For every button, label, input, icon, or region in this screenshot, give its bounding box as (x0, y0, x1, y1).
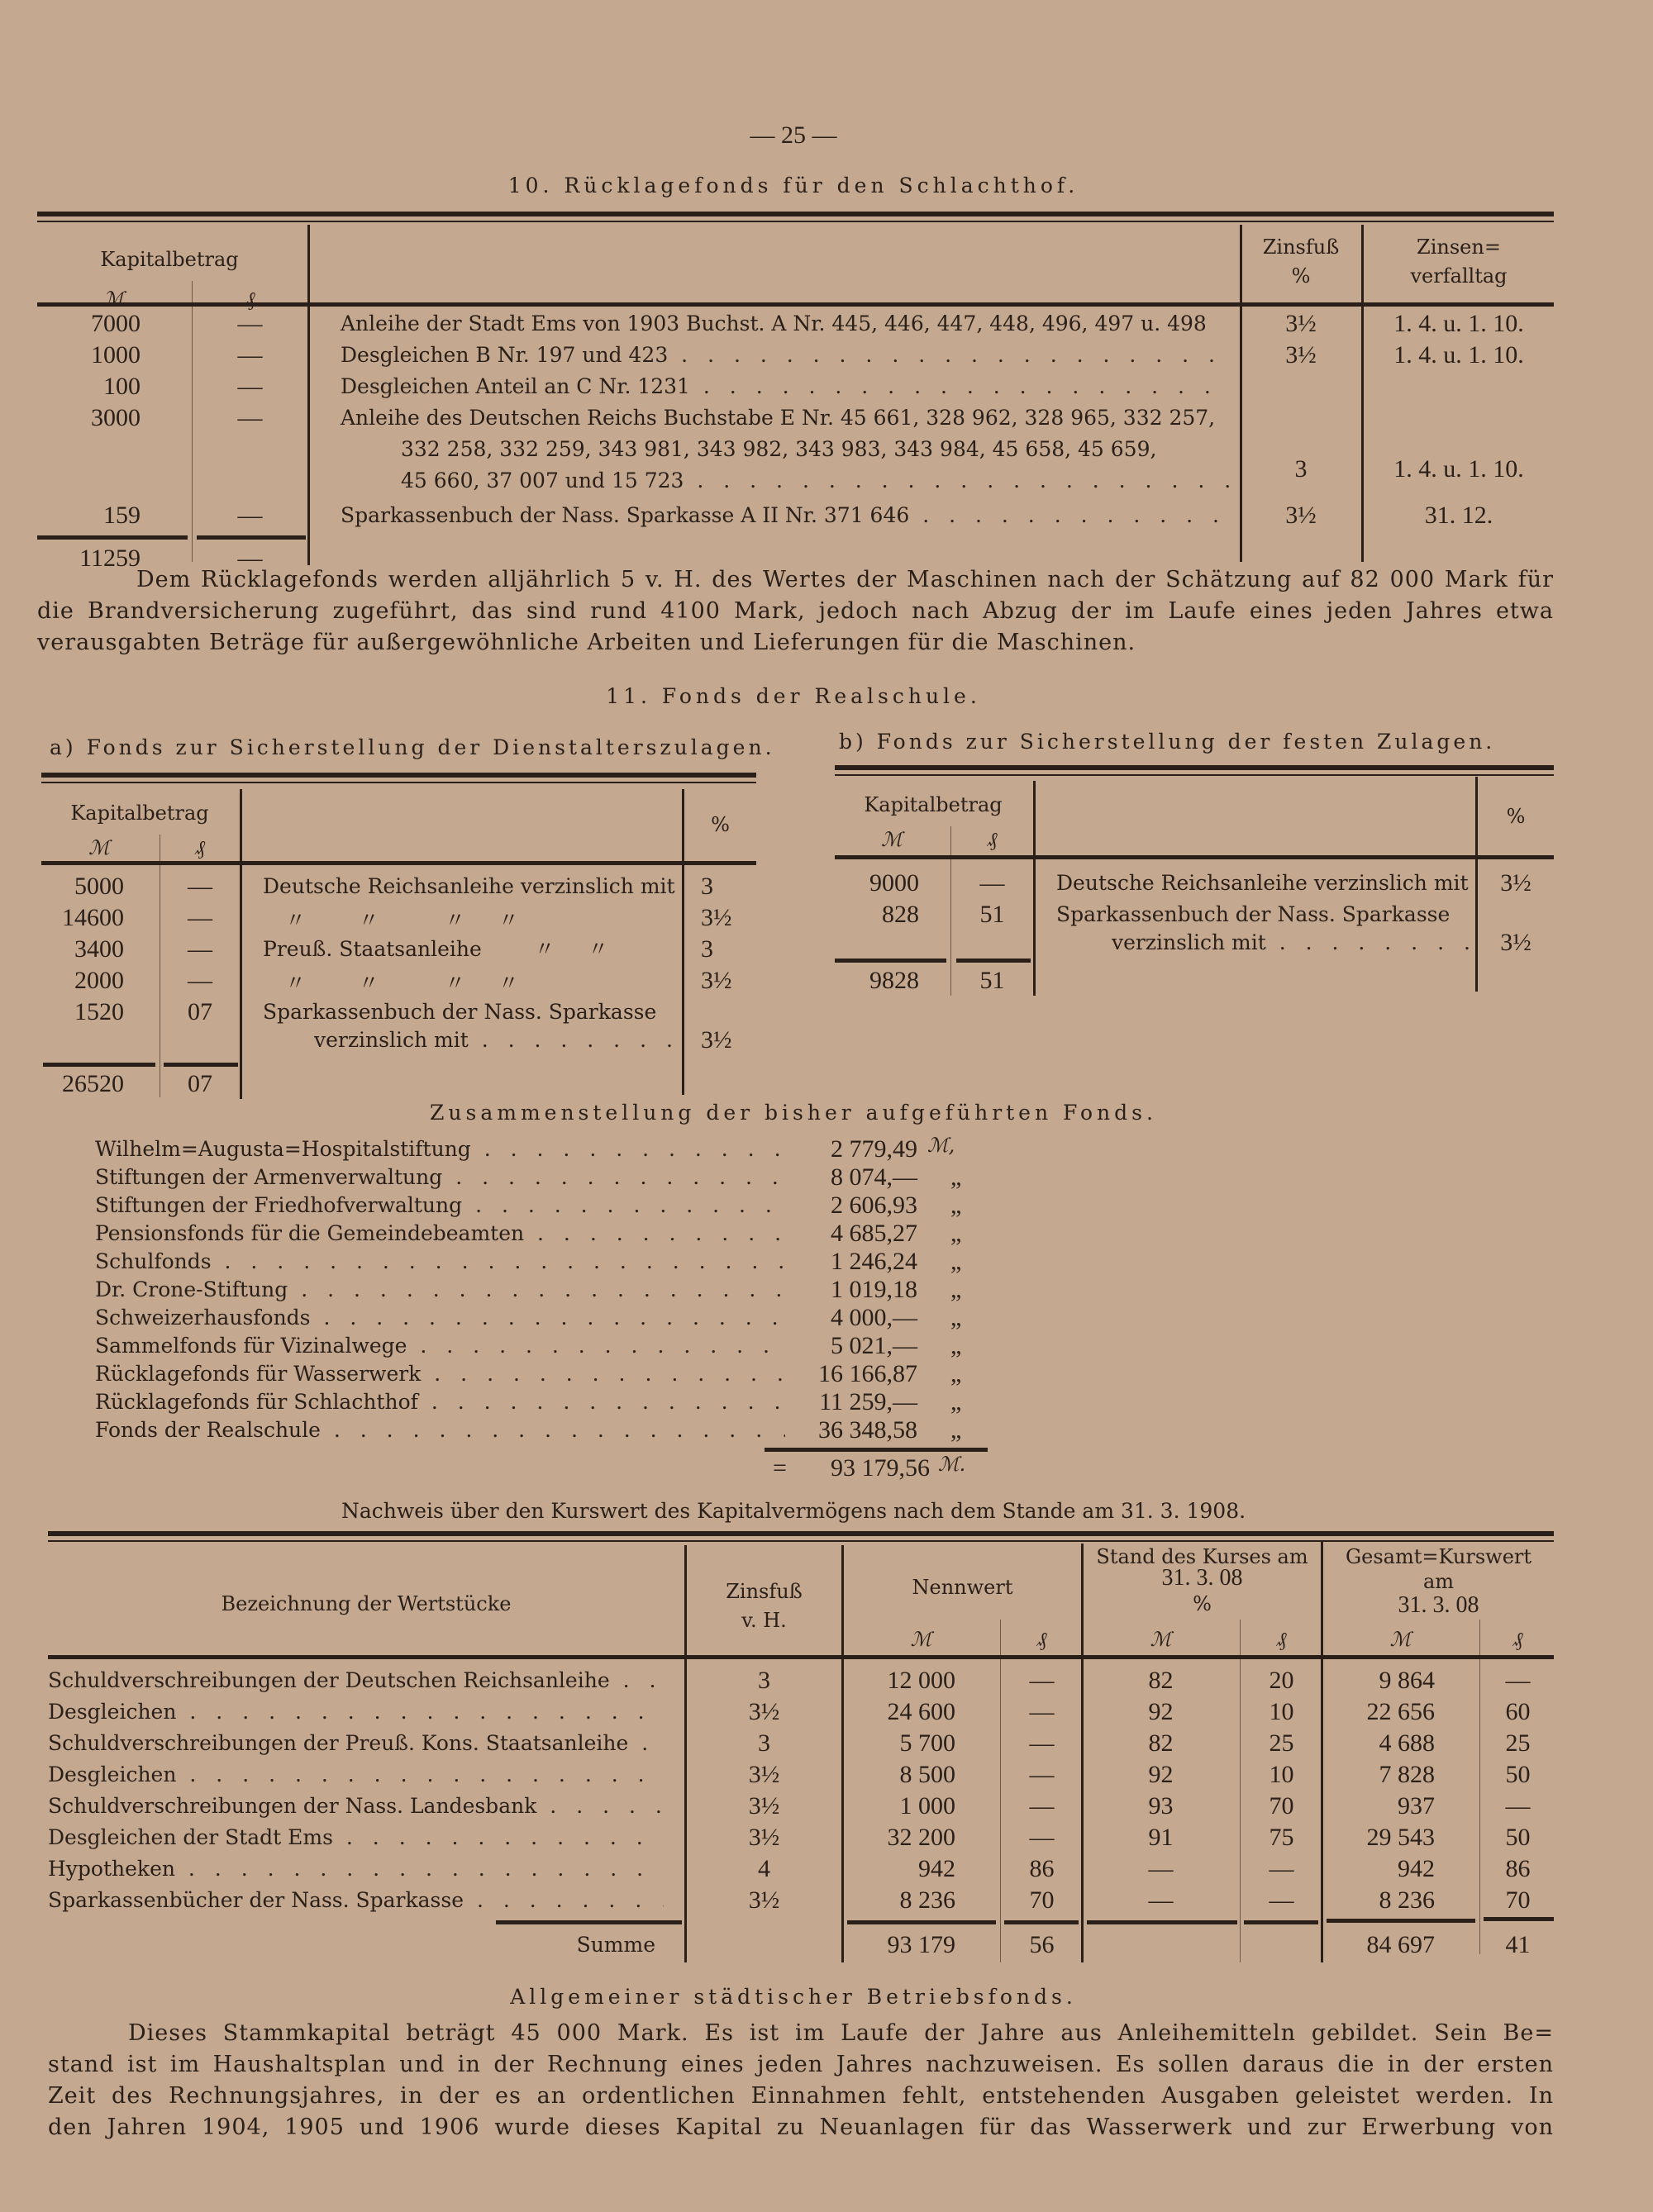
cell-bezeichnung: Schuldverschreibungen der Deutschen Reichsanleihe . . . (48, 1665, 664, 1696)
summary-label: Dr. Crone-Stiftung . . . (95, 1274, 785, 1306)
cell-nennwert-mark: 5 700 (899, 1729, 955, 1757)
nachweis-title: Nachweis über den Kurswert des Kapitalvermögens nach dem Stande am 31. 3. 1908. (341, 1499, 1246, 1523)
total-rule (43, 1063, 155, 1067)
cell-pfennig: 51 (979, 901, 1005, 928)
header-mark: ℳ (1150, 1628, 1172, 1651)
cell-zinsfuss: 3½ (1285, 341, 1317, 369)
cell-mark: 1000 (91, 341, 141, 369)
cell-verfalltag: 31. 12. (1424, 502, 1493, 529)
cell-zinsfuss: 3 (758, 1729, 770, 1757)
summary-label: Stiftungen der Armenverwaltung . . . (95, 1162, 785, 1193)
header-mark: ℳ (910, 1628, 932, 1651)
header-kapitalbetrag: Kapitalbetrag (864, 793, 1003, 816)
summary-unit: „ (950, 1304, 962, 1331)
cell-zinsfuss: 4 (758, 1855, 770, 1882)
total-rule (835, 959, 946, 963)
summary-unit: „ (950, 1276, 962, 1303)
cell-bezeichnung: Desgleichen der Stadt Ems . . . (48, 1822, 664, 1853)
total-rule (847, 1920, 996, 1924)
cell-kurs-pfennig: 10 (1269, 1761, 1294, 1788)
summary-value: 2 779,49 (831, 1135, 917, 1163)
header-pfennig: ₰ (245, 288, 255, 311)
summary-label: Schweizerhausfonds . . . (95, 1302, 785, 1334)
cell-description: Sparkassenbuch der Nass. Sparkasse (1056, 902, 1451, 926)
cell-nennwert-pfennig: — (1029, 1698, 1055, 1725)
cell-kurs-pfennig: — (1269, 1855, 1294, 1882)
summary-total-rule (765, 1448, 988, 1452)
cell-bezeichnung: Sparkassenbücher der Nass. Sparkasse . . . (48, 1885, 664, 1916)
cell-nennwert-mark: 12 000 (887, 1667, 955, 1694)
ditto-marks: 〃 〃 〃 〃 (285, 971, 519, 995)
cell-description: Preuß. Staatsanleihe 〃 〃 (263, 937, 609, 961)
cell-percent: 3½ (1500, 929, 1532, 956)
cell-kurs-pfennig: 10 (1269, 1698, 1294, 1725)
cell-zinsfuss: 3½ (748, 1761, 780, 1788)
column-rule (192, 281, 193, 562)
header-gesamt-date: 31. 3. 08 (1398, 1592, 1479, 1618)
summary-value: 4 000,— (831, 1304, 917, 1331)
cell-description-cont: verzinslich mit . . . (1112, 927, 1471, 959)
summary-label: Fonds der Realschule . . . (95, 1415, 785, 1446)
header-pfennig: ₰ (195, 836, 205, 859)
cell-nennwert-mark: 24 600 (887, 1698, 955, 1725)
summary-label: Rücklagefonds für Wasserwerk . . . (95, 1358, 785, 1390)
cell-verfalltag: 1. 4. u. 1. 10. (1393, 455, 1524, 483)
total-rule (197, 535, 306, 540)
summary-unit: „ (950, 1360, 962, 1387)
section-10-paragraph: Dem Rücklagefonds werden alljährlich 5 v. H. des Wertes der Maschinen nach der Schätzung auf 82 000 Mark für die Brandversicherung zugeführt, das sind rund 4100 Mark, jedoch nach Abzug der im Laufe eines jeden Jahres etwa verausgabten Beträge für außergewöhnliche Arbeiten und Lieferungen für die Maschinen. (37, 567, 1554, 655)
header-percent: % (1506, 805, 1526, 828)
total-rule (1327, 1919, 1475, 1923)
ditto-marks: 〃 〃 〃 〃 (285, 908, 519, 932)
cell-kurswert-pfennig: 60 (1505, 1698, 1531, 1725)
summary-label: Schulfonds . . . (95, 1246, 785, 1277)
column-rule (950, 826, 951, 996)
summary-unit: „ (950, 1163, 962, 1191)
header-stand: Stand des Kurses am (1096, 1545, 1308, 1568)
cell-kurswert-mark: 22 656 (1366, 1698, 1435, 1725)
cell-description-cont: 45 660, 37 007 und 15 723 . . . (401, 465, 1229, 497)
cell-kurs-pfennig: 70 (1269, 1792, 1294, 1820)
summary-unit: „ (950, 1192, 962, 1219)
total-nennwert-pfennig: 56 (1029, 1931, 1055, 1958)
cell-kurs-pfennig: — (1269, 1886, 1294, 1914)
header-rule (835, 855, 1554, 859)
cell-nennwert-pfennig: 86 (1029, 1855, 1055, 1882)
header-kapitalbetrag: Kapitalbetrag (70, 802, 209, 825)
cell-kurswert-pfennig: 50 (1505, 1761, 1531, 1788)
table-top-rule (48, 1531, 1554, 1542)
summary-value: 1 019,18 (831, 1276, 917, 1303)
header-percent: % (1291, 264, 1311, 288)
header-verfalltag-1: Zinsen= (1417, 235, 1501, 259)
total-rule (1004, 1920, 1079, 1924)
section-11-title: 11. Fonds der Realschule. (606, 684, 981, 708)
header-pfennig: ₰ (1276, 1628, 1287, 1651)
header-gesamt-am: am (1422, 1570, 1455, 1593)
summary-value: 2 606,93 (831, 1192, 917, 1219)
cell-description: Anleihe des Deutschen Reichs Buchstabe E Nr. 45 661, 328 962, 328 965, 332 257, (341, 406, 1216, 430)
cell-mark: 3000 (91, 404, 141, 431)
summary-label: Rücklagefonds für Schlachthof . . . (95, 1387, 785, 1418)
header-stand-date: 31. 3. 08 (1161, 1565, 1243, 1591)
cell-description: Anleihe der Stadt Ems von 1903 Buchst. A Nr. 445, 446, 447, 448, 496, 497 u. 498 (341, 312, 1207, 335)
cell-pfennig: — (237, 341, 263, 369)
cell-percent: 3 (701, 873, 713, 900)
total-kurswert-pfennig: 41 (1505, 1931, 1531, 1958)
cell-bezeichnung: Hypotheken . . . (48, 1853, 664, 1885)
cell-pfennig: — (237, 404, 263, 431)
summary-unit: „ (950, 1248, 962, 1275)
cell-mark: 828 (882, 901, 919, 928)
cell-nennwert-mark: 942 (918, 1855, 955, 1882)
cell-nennwert-pfennig: — (1029, 1792, 1055, 1820)
cell-kurs-mark: 92 (1148, 1761, 1174, 1788)
summary-unit: „ (950, 1416, 962, 1444)
cell-pfennig: — (237, 373, 263, 400)
header-rule (48, 1655, 1554, 1659)
cell-mark: 100 (103, 373, 141, 400)
cell-description: Desgleichen Anteil an C Nr. 1231 . . . (341, 371, 1229, 402)
table-top-rule (835, 765, 1554, 776)
cell-nennwert-pfennig: — (1029, 1824, 1055, 1851)
cell-zinsfuss: 3 (758, 1667, 770, 1694)
total-nennwert-mark: 93 179 (887, 1931, 955, 1958)
summary-unit: „ (950, 1220, 962, 1247)
summary-value: 1 246,24 (831, 1248, 917, 1275)
cell-zinsfuss: 3½ (748, 1824, 780, 1851)
cell-kurswert-mark: 4 688 (1379, 1729, 1435, 1757)
cell-kurs-mark: 92 (1148, 1698, 1174, 1725)
total-mark: 26520 (62, 1070, 124, 1097)
cell-mark: 7000 (91, 310, 141, 337)
betriebsfonds-line: stand ist im Haushaltsplan und in der Rechnung eines jeden Jahres nachzuweisen. Es sollen daraus die in der ersten (48, 2052, 1554, 2077)
cell-kurs-mark: 93 (1148, 1792, 1174, 1820)
cell-bezeichnung: Schuldverschreibungen der Nass. Landesbank . . . (48, 1791, 664, 1822)
cell-bezeichnung: Schuldverschreibungen der Preuß. Kons. Staatsanleihe . . . (48, 1728, 664, 1759)
column-rule (1240, 1620, 1241, 1962)
cell-zinsfuss: 3½ (748, 1886, 780, 1914)
summary-label: Stiftungen der Friedhofverwaltung . . . (95, 1190, 785, 1221)
cell-description-cont: 332 258, 332 259, 343 981, 343 982, 343 983, 343 984, 45 658, 45 659, (401, 437, 1157, 461)
page-number: — 25 — (750, 121, 837, 149)
total-rule (956, 959, 1031, 963)
cell-pfennig: — (188, 873, 212, 900)
cell-kurswert-pfennig: — (1505, 1667, 1531, 1694)
betriebsfonds-line: den Jahren 1904, 1905 und 1906 wurde dieses Kapital zu Neuanlagen für das Wasserwerk und zur Erwerbung von (48, 2114, 1554, 2140)
cell-pfennig: — (237, 310, 263, 337)
header-percent: % (711, 813, 730, 836)
header-pfennig: ₰ (1036, 1628, 1047, 1651)
cell-nennwert-pfennig: — (1029, 1667, 1055, 1694)
total-mark: 11259 (79, 545, 141, 572)
section-11a-title: a) Fonds zur Sicherstellung der Dienstalterszulagen. (50, 735, 775, 759)
cell-verfalltag: 1. 4. u. 1. 10. (1393, 310, 1524, 337)
total-rule (1244, 1920, 1318, 1924)
cell-kurs-pfennig: 25 (1269, 1729, 1294, 1757)
cell-mark: 14600 (62, 904, 124, 931)
header-kapitalbetrag: Kapitalbetrag (100, 248, 239, 271)
header-mark: ℳ (88, 836, 110, 859)
header-pfennig: ₰ (1512, 1628, 1523, 1651)
cell-kurs-mark: — (1148, 1886, 1174, 1914)
cell-zinsfuss: 3½ (1285, 502, 1317, 529)
cell-mark: 2000 (74, 967, 124, 994)
betriebsfonds-line: Dieses Stammkapital beträgt 45 000 Mark. Es ist im Laufe der Jahre aus Anleihemitteln gebildet. Sein Be= (128, 2020, 1554, 2046)
cell-mark: 5000 (74, 873, 124, 900)
cell-description: Sparkassenbuch der Nass. Sparkasse A II Nr. 371 646 . . . (341, 500, 1229, 531)
column-rule (1479, 1620, 1480, 1954)
header-verfalltag-2: verfalltag (1410, 264, 1508, 288)
summary-value: 16 166,87 (818, 1360, 917, 1387)
total-rule (164, 1063, 238, 1067)
cell-zinsfuss: 3½ (1285, 310, 1317, 337)
cell-pfennig: — (188, 967, 212, 994)
cell-nennwert-mark: 1 000 (899, 1792, 955, 1820)
cell-kurs-mark: 91 (1148, 1824, 1174, 1851)
cell-kurswert-pfennig: 25 (1505, 1729, 1531, 1757)
cell-kurswert-mark: 9 864 (1379, 1667, 1435, 1694)
cell-kurs-mark: — (1148, 1855, 1174, 1882)
cell-percent: 3½ (701, 967, 732, 994)
cell-pfennig: — (979, 869, 1005, 897)
total-kurswert-mark: 84 697 (1366, 1931, 1435, 1958)
table-top-rule (41, 773, 756, 783)
section-10-title: 10. Rücklagefonds für den Schlachthof. (507, 174, 1079, 197)
summary-value: 4 685,27 (831, 1220, 917, 1247)
summary-value: 11 259,— (819, 1388, 917, 1415)
cell-kurs-pfennig: 75 (1269, 1824, 1294, 1851)
cell-kurswert-mark: 7 828 (1379, 1761, 1435, 1788)
cell-mark: 3400 (74, 935, 124, 963)
cell-nennwert-pfennig: — (1029, 1729, 1055, 1757)
cell-description: Deutsche Reichsanleihe verzinslich mit (1056, 871, 1469, 895)
summary-total-unit: ℳ. (938, 1453, 966, 1476)
header-rule (37, 302, 1554, 307)
header-rule (41, 861, 756, 865)
header-stand-percent: % (1193, 1592, 1212, 1615)
cell-pfennig: — (237, 502, 263, 529)
summary-value: 8 074,— (831, 1163, 917, 1191)
total-rule (37, 535, 188, 540)
betriebsfonds-line: Zeit des Rechnungsjahres, in der es an ordentlichen Einnahmen fehlt, entstehenden Ausgaben geleistet werden. In (48, 2083, 1554, 2109)
cell-percent: 3 (701, 935, 713, 963)
column-rule (240, 789, 242, 1099)
summary-unit: „ (950, 1388, 962, 1415)
header-zinsfuss: Zinsfuß (726, 1580, 803, 1603)
cell-nennwert-mark: 8 500 (899, 1761, 955, 1788)
cell-kurswert-pfennig: 86 (1505, 1855, 1531, 1882)
header-mark: ℳ (881, 828, 903, 851)
cell-kurswert-pfennig: — (1505, 1792, 1531, 1820)
total-pfennig: — (237, 545, 263, 572)
cell-description: Desgleichen B Nr. 197 und 423 . . . (341, 340, 1229, 371)
cell-kurs-mark: 82 (1148, 1667, 1174, 1694)
summary-unit: ℳ, (927, 1134, 955, 1157)
summary-label: Sammelfonds für Vizinalwege . . . (95, 1330, 785, 1362)
cell-nennwert-pfennig: 70 (1029, 1886, 1055, 1914)
total-pfennig: 51 (979, 967, 1005, 994)
cell-bezeichnung: Desgleichen . . . (48, 1759, 664, 1791)
total-rule (1484, 1917, 1554, 1921)
cell-kurswert-mark: 29 543 (1366, 1824, 1435, 1851)
cell-kurs-mark: 82 (1148, 1729, 1174, 1757)
cell-kurs-pfennig: 20 (1269, 1667, 1294, 1694)
summary-total-equals: = (773, 1454, 787, 1482)
header-zinsfuss-unit: v. H. (741, 1609, 787, 1632)
cell-pfennig: — (188, 904, 212, 931)
cell-zinsfuss: 3 (1294, 455, 1308, 483)
cell-kurswert-mark: 937 (1398, 1792, 1435, 1820)
table-top-rule (37, 212, 1554, 222)
cell-kurswert-pfennig: 50 (1505, 1824, 1531, 1851)
summary-value: 36 348,58 (818, 1416, 917, 1444)
cell-zinsfuss: 3½ (748, 1792, 780, 1820)
section-11b-title: b) Fonds zur Sicherstellung der festen Zulagen. (839, 730, 1496, 754)
cell-description: Deutsche Reichsanleihe verzinslich mit (263, 874, 675, 898)
cell-pfennig: 07 (188, 998, 212, 1025)
betriebsfonds-title: Allgemeiner städtischer Betriebsfonds. (510, 1985, 1077, 2009)
cell-kurswert-mark: 8 236 (1379, 1886, 1435, 1914)
column-rule (1000, 1620, 1001, 1962)
header-mark: ℳ (1389, 1628, 1412, 1651)
cell-percent: 3½ (1500, 869, 1532, 897)
header-zinsfuss: Zinsfuß (1262, 235, 1340, 259)
total-mark: 9828 (869, 967, 919, 994)
header-bezeichnung: Bezeichnung der Wertstücke (221, 1592, 512, 1615)
cell-description-cont: verzinslich mit . . . (314, 1025, 676, 1056)
total-label: Summe (576, 1933, 655, 1957)
cell-kurswert-pfennig: 70 (1505, 1886, 1531, 1914)
cell-verfalltag: 1. 4. u. 1. 10. (1393, 341, 1524, 369)
cell-description: Sparkassenbuch der Nass. Sparkasse (263, 1000, 657, 1024)
header-gesamt: Gesamt=Kurswert (1345, 1545, 1532, 1568)
summary-label: Wilhelm=Augusta=Hospitalstiftung . . . (95, 1134, 785, 1165)
summary-total-value: 93 179,56 (831, 1454, 930, 1482)
cell-mark: 1520 (74, 998, 124, 1025)
total-rule (496, 1920, 682, 1924)
cell-pfennig: — (188, 935, 212, 963)
cell-nennwert-pfennig: — (1029, 1761, 1055, 1788)
summary-value: 5 021,— (831, 1332, 917, 1359)
column-rule (307, 225, 310, 565)
header-pfennig: ₰ (987, 828, 998, 851)
cell-percent: 3½ (701, 1026, 732, 1054)
header-nennwert: Nennwert (912, 1576, 1013, 1599)
total-pfennig: 07 (188, 1070, 212, 1097)
total-rule (1087, 1920, 1237, 1924)
column-rule (1033, 781, 1036, 996)
cell-mark: 9000 (869, 869, 919, 897)
header-mark: ℳ (102, 288, 125, 311)
summary-label: Pensionsfonds für die Gemeindebeamten . . . (95, 1218, 785, 1249)
cell-nennwert-mark: 32 200 (887, 1824, 955, 1851)
cell-nennwert-mark: 8 236 (899, 1886, 955, 1914)
cell-percent: 3½ (701, 904, 732, 931)
cell-mark: 159 (103, 502, 141, 529)
summary-title: Zusammenstellung der bisher aufgeführten Fonds. (430, 1101, 1157, 1125)
cell-kurswert-mark: 942 (1398, 1855, 1435, 1882)
cell-bezeichnung: Desgleichen . . . (48, 1696, 664, 1728)
summary-unit: „ (950, 1332, 962, 1359)
cell-zinsfuss: 3½ (748, 1698, 780, 1725)
